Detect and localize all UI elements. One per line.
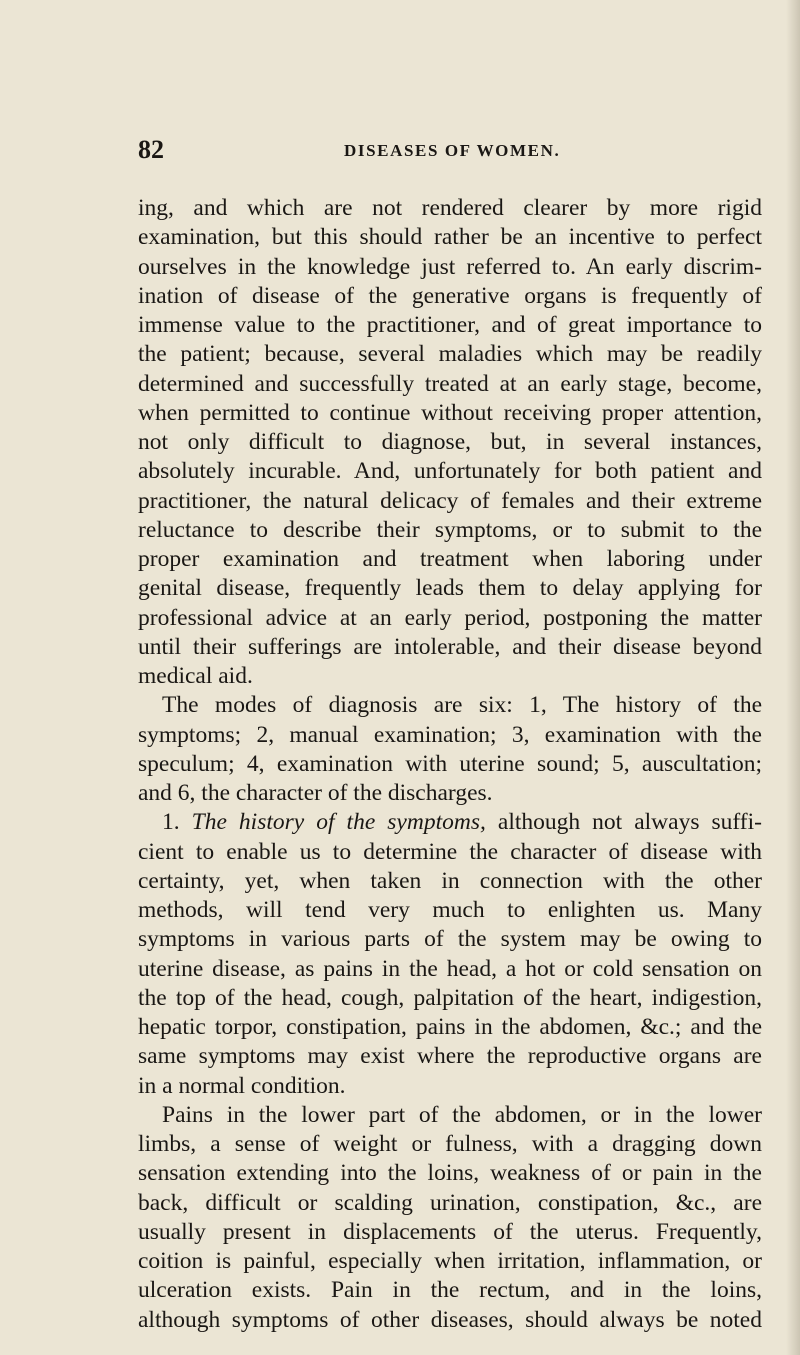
- text-line: ourselves in the knowledge just referred to. An early discrim-: [138, 253, 762, 280]
- text-line: certainty, yet, when taken in connection with the other: [138, 867, 762, 894]
- text-line: until their sufferings are intolerable, and their disease beyond: [138, 633, 762, 660]
- text-line: The modes of diagnosis are six: 1, The history of the: [162, 692, 762, 719]
- text-line: ination of disease of the generative organs is frequently of: [138, 282, 762, 309]
- italic-heading: The history of the symptoms,: [191, 809, 486, 836]
- section-number: 1.: [162, 809, 192, 836]
- text-line: sensation extending into the loins, weakness of or pain in the: [138, 1160, 762, 1187]
- text-line: although symptoms of other diseases, should always be noted: [138, 1306, 762, 1333]
- text-line: immense value to the practitioner, and of great importance to: [138, 312, 762, 338]
- text-line: back, difficult or scalding urination, constipation, &c., are: [138, 1189, 762, 1216]
- running-head: DISEASES OF WOMEN.: [344, 141, 561, 160]
- text-line: ing, and which are not rendered clearer by more rigid: [138, 195, 762, 221]
- text-line: practitioner, the natural delicacy of females and their extreme: [138, 487, 762, 514]
- text-line: examination, but this should rather be an incentive to perfect: [138, 224, 762, 251]
- text-line: same symptoms may exist where the reproductive organs are: [138, 1043, 762, 1070]
- text-line: proper examination and treatment when laboring under: [138, 546, 762, 572]
- text-line: the patient; because, several maladies which may be readily: [138, 341, 762, 368]
- text-line: not only difficult to diagnose, but, in several instances,: [138, 429, 762, 455]
- text-line: when permitted to continue without receiving proper attention,: [138, 399, 762, 426]
- text-line: in a normal condition.: [138, 1072, 346, 1099]
- text-line: medical aid.: [138, 663, 253, 689]
- text-line: methods, will tend very much to enlighten us. Many: [138, 897, 762, 923]
- page-number: 82: [138, 135, 164, 164]
- text-line: coition is painful, especially when irritation, inflammation, or: [138, 1248, 762, 1274]
- text-line-mixed: [138, 808, 762, 837]
- text-line: symptoms in various parts of the system may be owing to: [138, 926, 762, 953]
- text-line: absolutely incurable. And, unfortunately for both patient and: [138, 458, 762, 485]
- text-line: the top of the head, cough, palpitation of the heart, indigestion,: [138, 984, 762, 1011]
- text-line: ulceration exists. Pain in the rectum, and in the loins,: [138, 1277, 762, 1304]
- text-line: usually present in displacements of the uterus. Frequently,: [138, 1218, 762, 1245]
- text-line: determined and successfully treated at an early stage, become,: [138, 370, 762, 397]
- text-line: uterine disease, as pains in the head, a hot or cold sensation on: [138, 955, 762, 982]
- text-line: limbs, a sense of weight or fulness, with a dragging down: [138, 1131, 762, 1157]
- page-header: [138, 134, 758, 166]
- body-text: [138, 194, 762, 1335]
- text-line: symptoms; 2, manual examination; 3, examination with the: [138, 721, 762, 748]
- text-line: professional advice at an early period, postponing the matter: [138, 604, 762, 631]
- line-continuation: although not always suffi-: [485, 809, 762, 836]
- text-line: reluctance to describe their symptoms, or to submit to the: [138, 516, 762, 543]
- text-line: and 6, the character of the discharges.: [138, 780, 493, 806]
- text-line: speculum; 4, examination with uterine sound; 5, auscultation;: [138, 750, 762, 777]
- page-edge-shadow: [786, 0, 800, 1355]
- text-line: genital disease, frequently leads them to delay applying for: [138, 575, 762, 602]
- text-line: Pains in the lower part of the abdomen, or in the lower: [162, 1101, 762, 1128]
- text-line: cient to enable us to determine the character of disease with: [138, 838, 762, 865]
- text-line: hepatic torpor, constipation, pains in the abdomen, &c.; and the: [138, 1014, 762, 1040]
